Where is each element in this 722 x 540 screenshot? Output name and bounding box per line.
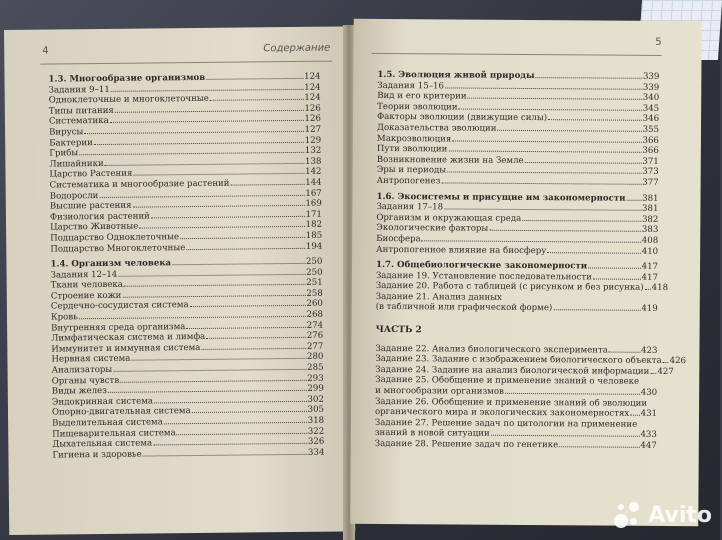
leader-dots: [497, 130, 641, 132]
toc-entry-page: 381: [642, 203, 659, 215]
toc-entry-page: 417: [641, 272, 659, 283]
toc-entry-page: 124: [304, 92, 321, 104]
toc-section: [377, 70, 660, 188]
toc-entry-page: 185: [305, 230, 323, 241]
toc-entry-page: 423: [641, 345, 658, 356]
toc-entry-title: Опорно-двигательная система: [51, 406, 191, 418]
toc-entry-page: 366: [642, 145, 659, 157]
toc-entry-page: 373: [642, 167, 659, 178]
leader-dots: [79, 152, 304, 155]
leader-dots: [99, 194, 304, 197]
toc-entry-title: Задание 24. Задание на анализ биологической информации: [375, 364, 650, 377]
toc-entry-title: знаний в новой ситуации: [374, 428, 490, 440]
toc-entry-page: 142: [305, 167, 322, 178]
toc-entry: [376, 302, 658, 315]
toc-entry-title: Подцарство Многоклеточные: [50, 242, 186, 255]
toc-entry: [50, 241, 322, 254]
toc-right: [374, 65, 687, 452]
toc-entry-title: Задание 22. Анализ биологического эксперимента: [375, 343, 608, 356]
toc-left: [48, 67, 324, 461]
toc-entry-title: Систематика и многообразие растений: [49, 178, 230, 191]
toc-entry-title: Факторы эволюции (движущие силы): [377, 112, 548, 124]
toc-entry: [52, 447, 324, 460]
avito-watermark: [614, 500, 712, 530]
toc-entry-title: 1.5. Эволюция живой природы: [377, 69, 535, 82]
toc-entry-title: 1.7. Общебиологические закономерности: [376, 260, 588, 272]
toc-entry-page: 408: [641, 235, 659, 246]
leader-dots: [210, 99, 304, 101]
leader-dots: [105, 163, 304, 166]
toc-entry-title: Грибы: [49, 148, 79, 159]
leader-dots: [186, 247, 305, 249]
toc-entry-title: Задание 28. Решение задач по генетике: [374, 438, 559, 451]
leader-dots: [190, 305, 306, 307]
toc-entry-page: 318: [307, 415, 325, 426]
leader-dots: [609, 351, 640, 352]
toc-entry-page: 182: [305, 219, 323, 231]
toc-entry-title: Задание 21. Анализ данных: [375, 291, 502, 303]
leader-dots: [645, 289, 651, 290]
toc-entry-page: 322: [307, 426, 325, 437]
toc-entry-title: Нервная система: [51, 354, 131, 365]
leader-dots: [522, 220, 641, 222]
toc-entry-title: Анализаторы: [51, 364, 113, 376]
toc-entry-title: Задание 23. Задание с изображением биологического объекта: [375, 354, 662, 367]
toc-entry-title: Доказательства эволюции: [376, 122, 497, 134]
toc-entry-page: 251: [306, 277, 323, 289]
leader-dots: [448, 151, 641, 153]
leader-dots: [441, 182, 641, 184]
running-title: Содержание: [263, 42, 331, 55]
toc-entry-page: 382: [641, 214, 659, 225]
toc-entry-page: 167: [305, 188, 322, 199]
toc-entry-page: 371: [642, 156, 659, 167]
toc-entry: [376, 244, 658, 257]
page-number: 5: [655, 36, 662, 48]
toc-entry-page: 433: [640, 430, 657, 441]
toc-entry-title: Лимфатическая система и лимфа: [51, 332, 206, 344]
toc-entry-title: Сердечно-сосудистая система: [50, 300, 189, 312]
toc-entry-title: Задание 27. Решение задач по цитологии на применение: [374, 417, 638, 430]
toc-entry-title: 1.4. Организм человека: [50, 258, 172, 270]
leader-dots: [192, 411, 307, 413]
toc-entry-title: Задания 9–11: [48, 84, 110, 96]
toc-entry-title: Задания 15–16: [377, 80, 445, 92]
toc-section: [375, 260, 669, 315]
toc-entry-title: и многообразии организмов: [375, 385, 504, 397]
toc-entry-page: 129: [304, 135, 322, 146]
leader-dots: [164, 422, 307, 424]
header-rule: [372, 53, 662, 56]
left-page: [4, 26, 355, 535]
leader-dots: [172, 263, 305, 265]
toc-entry-title: органического мира и экологических закономерностях: [374, 407, 630, 419]
toc-entry-page: 302: [307, 394, 324, 405]
toc-entry-title: Пищеварительная система: [52, 427, 176, 440]
toc-entry-page: 277: [306, 341, 324, 352]
toc-entry-page: 171: [305, 209, 323, 220]
toc-entry-title: Задание 20. Работа с таблицей (с рисунком и без рисунка): [375, 281, 644, 294]
leader-dots: [186, 327, 305, 329]
toc-entry-page: 124: [304, 82, 321, 93]
toc-entry-page: 339: [642, 82, 660, 93]
toc-entry-page: 293: [307, 373, 324, 384]
avito-brand: Avito: [648, 502, 712, 528]
right-page-header: [372, 35, 662, 48]
avito-logo-icon: [614, 500, 644, 530]
toc-entry-title: Водоросли: [49, 190, 99, 202]
leader-dots: [663, 362, 669, 363]
toc-entry-page: 305: [307, 405, 325, 416]
leader-dots: [505, 393, 640, 395]
toc-entry-title: Выделительная система: [52, 417, 163, 429]
toc-entry-page: 417: [641, 261, 659, 273]
part-2-heading: ЧАСТЬ 2: [375, 325, 422, 336]
toc-entry-page: 383: [641, 225, 659, 236]
toc-entry-title: Царство Растения: [49, 169, 133, 180]
toc-entry-page: 126: [304, 103, 321, 114]
toc-entry-page: 138: [304, 156, 322, 167]
leader-dots: [536, 77, 642, 79]
toc-entry-page: 126: [304, 114, 322, 125]
toc-entry-page: 285: [307, 362, 324, 373]
toc-entry-page: 276: [306, 330, 324, 342]
toc-entry-title: Одноклеточные и многоклеточные: [48, 94, 209, 106]
toc-entry-page: 410: [641, 246, 659, 257]
leader-dots: [111, 88, 303, 91]
leader-dots: [120, 379, 306, 382]
leader-dots: [153, 443, 307, 446]
toc-entry-page: 280: [306, 352, 324, 363]
leader-dots: [122, 295, 305, 298]
toc-entry-title: Физиология растений: [49, 211, 150, 223]
toc-entry-page: 124: [304, 71, 321, 82]
toc-entry-title: Эры и периоды: [376, 165, 447, 176]
toc-section: [50, 257, 324, 461]
toc-entry-title: Ткани человека: [50, 280, 123, 291]
toc-entry-page: 426: [669, 356, 687, 367]
left-page-header: [42, 42, 331, 57]
leader-dots: [468, 98, 642, 100]
toc-entry-title: Иммунитет и иммунная система: [51, 342, 201, 355]
toc-entry-page: 144: [305, 177, 322, 188]
leader-dots: [206, 337, 306, 339]
toc-entry-title: Задание 19. Установление последовательности: [375, 270, 592, 283]
leader-dots: [627, 199, 642, 200]
toc-entry-page: 334: [307, 447, 325, 458]
leader-dots: [110, 120, 304, 123]
toc-entry-title: Задания 12–14: [50, 269, 118, 281]
toc-entry-page: 169: [305, 198, 322, 209]
leader-dots: [206, 78, 303, 80]
toc-entry-title: Вирусы: [49, 127, 84, 138]
toc-entry-page: 299: [307, 383, 324, 395]
toc-entry-title: Дыхательная система: [52, 438, 153, 450]
toc-entry-title: Задание 25. Обобщение и применение знаний о человеке: [375, 375, 640, 388]
toc-entry-page: 127: [304, 124, 322, 135]
toc-entry-page: 340: [642, 92, 660, 104]
toc-entry-title: Антропогенез: [376, 175, 441, 187]
toc-entry-title: Лишайники: [49, 158, 104, 170]
toc-section: [48, 72, 322, 255]
toc-entry-title: 1.6. Экосистемы и присущие им закономерности: [376, 191, 626, 204]
toc-entry-title: (в табличной или графической форме): [375, 302, 553, 314]
toc-entry-title: Вид и его критерии: [377, 91, 467, 102]
toc-entry-page: 377: [642, 177, 659, 188]
leader-dots: [525, 162, 642, 164]
toc-entry-title: Типы питания: [48, 105, 114, 117]
leader-dots: [201, 348, 306, 350]
leader-dots: [548, 120, 642, 122]
toc-entry-page: 250: [306, 267, 323, 278]
leader-dots: [108, 390, 306, 393]
toc-entry-title: Макроэволюция: [376, 133, 452, 145]
toc-entry-title: Антропогенное влияние на биосферу: [376, 244, 547, 256]
toc-entry-title: Систематика: [48, 116, 109, 127]
right-page: [350, 19, 702, 526]
toc-entry-page: 260: [306, 299, 323, 310]
leader-dots: [553, 310, 640, 312]
leader-dots: [588, 268, 640, 269]
page-number: 4: [42, 45, 49, 57]
leader-dots: [630, 415, 639, 416]
leader-dots: [139, 226, 304, 229]
leader-dots: [143, 454, 307, 457]
leader-dots: [445, 87, 642, 89]
toc-entry-page: 326: [307, 436, 325, 448]
leader-dots: [459, 108, 642, 110]
toc-entry-title: Задания 17–18: [376, 202, 444, 213]
toc-entry-page: 431: [640, 409, 658, 420]
toc-entry-title: Эндокринная система: [51, 396, 154, 408]
toc-section: [376, 191, 658, 257]
toc-entry-page: 250: [305, 256, 323, 267]
leader-dots: [133, 173, 304, 176]
leader-dots: [177, 432, 307, 434]
toc-entry-page: 418: [651, 283, 669, 294]
leader-dots: [452, 140, 641, 142]
leader-dots: [118, 274, 305, 277]
toc-entry-title: Подцарство Одноклеточные: [50, 232, 180, 244]
toc-entry-title: Биосфера: [376, 233, 421, 245]
toc-entry-page: 366: [642, 135, 659, 146]
header-rule: [40, 61, 332, 65]
leader-dots: [180, 237, 305, 239]
toc-entry-title: Кровь: [50, 312, 78, 323]
toc-entry-page: 274: [306, 320, 324, 331]
leader-dots: [559, 446, 639, 448]
leader-dots: [231, 184, 305, 186]
toc-entry-title: Пути эволюции: [376, 144, 448, 155]
toc-entry-page: 268: [306, 309, 324, 320]
leader-dots: [489, 230, 641, 232]
toc-entry-title: Организм и окружающая среда: [376, 212, 522, 224]
leader-dots: [115, 110, 304, 113]
leader-dots: [447, 172, 641, 174]
toc-entry-page: 339: [642, 71, 660, 82]
toc-entry-page: 381: [642, 193, 659, 204]
toc-entry-title: 1.3. Многообразие организмов: [48, 72, 206, 85]
toc-entry-title: Царство Животные: [50, 221, 139, 233]
toc-entry-page: 427: [657, 366, 674, 377]
leader-dots: [131, 358, 306, 361]
leader-dots: [154, 401, 306, 404]
toc-entry: [375, 439, 657, 452]
toc-entry-page: 419: [641, 304, 658, 315]
toc-entry-page: 345: [642, 103, 660, 114]
toc-entry-title: Виды желез: [51, 386, 107, 397]
leader-dots: [650, 373, 656, 374]
toc-entry-title: Строение кожи: [50, 290, 122, 302]
toc-entry-title: Высшие растения: [49, 200, 132, 212]
toc-entry-title: Задание 26. Обобщение и применение знаний об эволюции: [375, 396, 648, 409]
leader-dots: [94, 141, 304, 144]
leader-dots: [84, 131, 303, 134]
leader-dots: [79, 316, 306, 319]
leader-dots: [133, 205, 305, 208]
toc-entry-page: 258: [306, 288, 323, 299]
toc-entry-title: Гигиена и здоровье: [52, 449, 142, 461]
leader-dots: [151, 216, 305, 219]
toc-entry-page: 447: [640, 440, 657, 451]
leader-dots: [593, 278, 641, 279]
toc-entry-title: Внутренняя среда организма: [51, 321, 186, 334]
leader-dots: [547, 252, 640, 254]
toc-entry-title: Возникновение жизни на Земле: [376, 154, 524, 166]
toc-entry-page: 194: [305, 241, 323, 252]
toc-entry-title: Экологические факторы: [376, 223, 489, 235]
leader-dots: [113, 369, 306, 372]
toc-entry-title: Бактерии: [49, 137, 93, 149]
toc-entry: [377, 176, 659, 189]
toc-entry-title: Теории эволюции: [377, 101, 458, 113]
toc-entry-page: 355: [642, 124, 660, 135]
leader-dots: [491, 435, 640, 437]
toc-entry-title: Органы чувств: [51, 375, 120, 387]
toc-entry-page: 132: [304, 145, 322, 157]
leader-dots: [124, 284, 305, 287]
leader-dots: [444, 209, 641, 211]
toc-entry-page: 346: [642, 114, 660, 125]
leader-dots: [422, 240, 641, 243]
toc-entry-page: 430: [640, 387, 658, 398]
